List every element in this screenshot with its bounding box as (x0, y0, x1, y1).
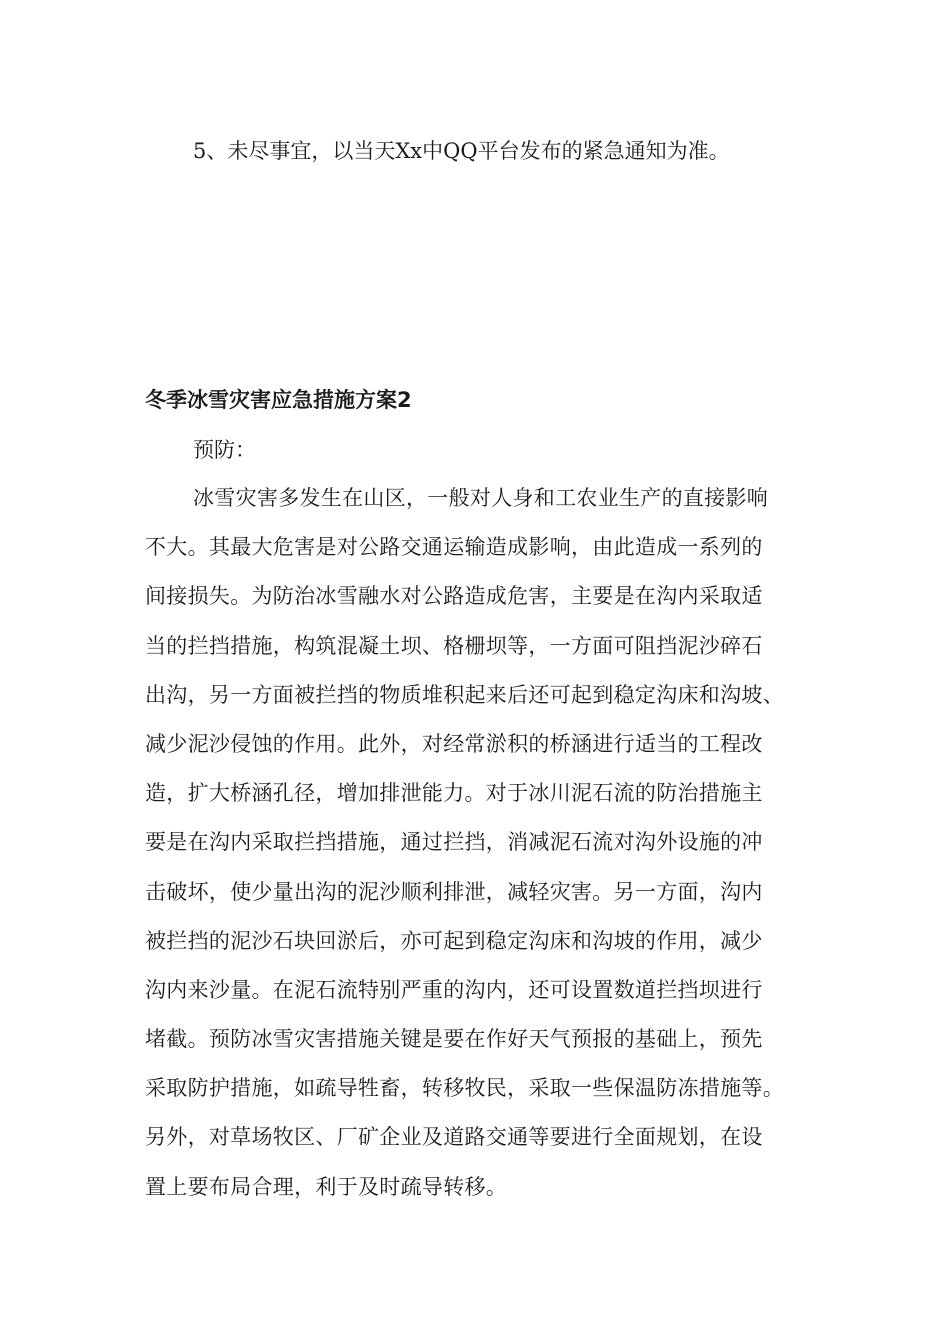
prevention-label: 预防： (193, 438, 256, 462)
paragraph-line: 造，扩大桥涵孔径，增加排泄能力。对于冰川泥石流的防治措施主 (145, 781, 763, 806)
paragraph-line: 置上要布局合理，利于及时疏导转移。 (145, 1174, 508, 1199)
paragraph-line: 当的拦挡措施，构筑混凝土坝、格栅坝等，一方面可阻挡泥沙碎石 (145, 633, 763, 658)
paragraph-line: 出沟，另一方面被拦挡的物质堆积起来后还可起到稳定沟床和沟坡、 (145, 682, 784, 707)
paragraph-line: 击破坏，使少量出沟的泥沙顺利排泄，减轻灾害。另一方面，沟内 (145, 879, 763, 904)
paragraph-line: 沟内来沙量。在泥石流特别严重的沟内，还可设置数道拦挡坝进行 (145, 977, 763, 1002)
paragraph-line: 冰雪灾害多发生在山区，一般对人身和工农业生产的直接影响 (193, 486, 769, 510)
paragraph-line: 采取防护措施，如疏导牲畜，转移牧民，采取一些保温防冻措施等。 (145, 1076, 784, 1101)
paragraph-line: 另外，对草场牧区、厂矿企业及道路交通等要进行全面规划，在设 (145, 1125, 763, 1150)
section-heading: 冬季冰雪灾害应急措施方案2 (145, 388, 412, 412)
paragraph-line: 被拦挡的泥沙石块回淤后，亦可起到稳定沟床和沟坡的作用，减少 (145, 928, 763, 953)
paragraph-line: 要是在沟内采取拦挡措施，通过拦挡，消减泥石流对沟外设施的冲 (145, 830, 763, 855)
paragraph-line: 不大。其最大危害是对公路交通运输造成影响，由此造成一系列的 (145, 535, 763, 560)
list-item-5: 5、未尽事宜，以当天Xx中QQ平台发布的紧急通知为准。 (193, 139, 730, 163)
body-paragraph (145, 481, 825, 1219)
paragraph-line: 间接损失。为防治冰雪融水对公路造成危害，主要是在沟内采取适 (145, 584, 763, 609)
paragraph-line: 堵截。预防冰雪灾害措施关键是要在作好天气预报的基础上，预先 (145, 1027, 763, 1052)
paragraph-line: 减少泥沙侵蚀的作用。此外，对经常淤积的桥涵进行适当的工程改 (145, 731, 763, 756)
